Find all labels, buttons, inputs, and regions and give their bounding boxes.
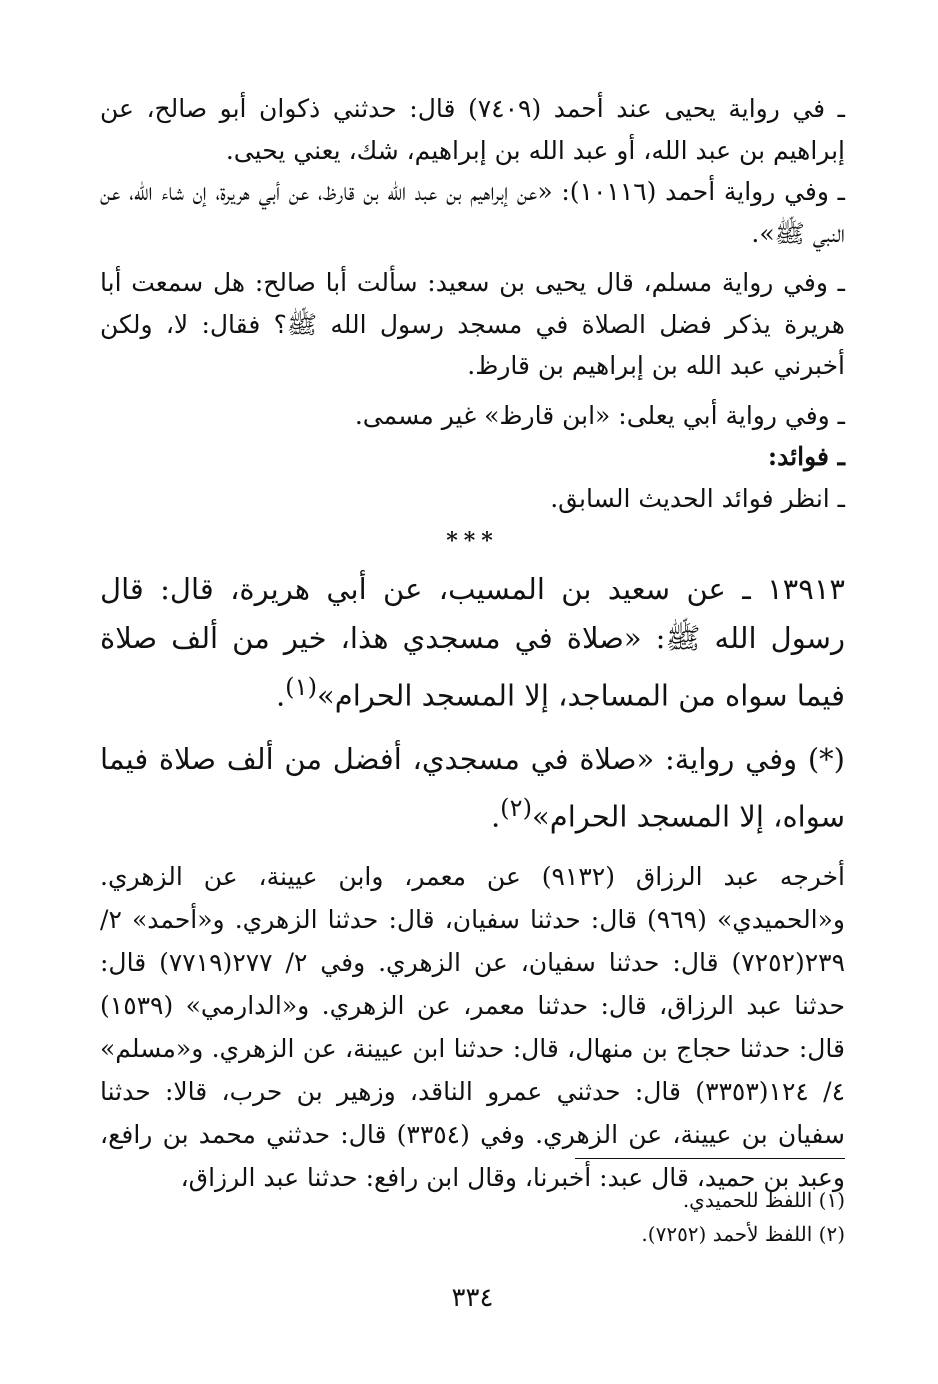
book-page <box>100 88 845 1338</box>
hadith-end: . <box>275 678 286 713</box>
takhrij-section <box>100 855 845 1199</box>
page-number: ٣٣٤ <box>451 1283 494 1313</box>
footnote-ref: (٢) <box>500 793 533 822</box>
fawaid-text: ـ انظر فوائد الحديث السابق. <box>550 483 845 513</box>
hadith-main: ١٣٩١٣ ـ عن سعيد بن المسيب، عن أبي هريرة، قال: قال رسول الله ﷺ: «صلاة في مسجدي هذا، خير من ألف صلاة فيما سواه من المساجد، إلا المسجد الحرام» <box>100 572 845 713</box>
hadith-variant <box>100 735 845 842</box>
hadith-text <box>100 565 845 721</box>
section-separator: *** <box>446 528 499 554</box>
footnote-divider <box>575 1158 845 1159</box>
note-paragraph: ـ وفي رواية أبي يعلى: «ابن قارظ» غير مسمى. <box>354 400 845 430</box>
footnote-item: (٢) اللفظ لأحمد (٧٢٥٢). <box>641 1222 845 1246</box>
note-paragraph: ـ في رواية يحيى عند أحمد (٧٤٠٩) قال: حدثني ذكوان أبو صالح، عن إبراهيم بن عبد الله، أو عبد الله بن إبراهيم، شك، يعني يحيى. <box>100 94 845 165</box>
footnote-ref: (١) <box>285 673 318 701</box>
hadith-section <box>100 565 845 841</box>
footnotes <box>100 1183 845 1251</box>
narration-notes <box>100 88 845 519</box>
fawaid-heading: ـ فوائد: <box>767 442 845 471</box>
variant-end: . <box>490 799 501 834</box>
note-paragraph: ـ وفي رواية أحمد (١٠١١٦): «عن إبراهيم بن عبد الله بن قارظ، عن أبي هريرة، إن شاء الله، عن النبي ﷺ». <box>100 177 845 248</box>
footnote-item: (١) اللفظ للحميدي. <box>682 1188 845 1212</box>
variant-main: (*) وفي رواية: «صلاة في مسجدي، أفضل من ألف صلاة فيما سواه، إلا المسجد الحرام» <box>100 741 845 834</box>
takhrij-text: أخرجه عبد الرزاق (٩١٣٢) عن معمر، وابن عيينة، عن الزهري. و«الحميدي» (٩٦٩) قال: حدثنا سفيان، قال: حدثنا الزهري. و«أحمد» ٢/ ٢٣٩(٧٢٥٢) قال: حدثنا سفيان، عن الزهري. وفي ٢/ ٢٧٧(٧٧١٩) قال: حدثنا عبد الرزاق، قال: حدثنا معمر، عن الزهري. و«الدارمي» (١٥٣٩) قال: حدثنا حجاج بن منهال، قال: حدثنا ابن عيينة، عن الزهري. و«مسلم» ٤/ ١٢٤(٣٣٥٣) قال: حدثني عمرو الناقد، وزهير بن حرب، قالا: حدثنا سفيان بن عيينة، عن الزهري. وفي (٣٣٥٤) قال: حدثني محمد بن رافع، وعبد بن حميد، قال عبد: أخبرنا، وقال ابن رافع: حدثنا عبد الرزاق، <box>100 862 846 1193</box>
note-paragraph: ـ وفي رواية مسلم، قال يحيى بن سعيد: سألت أبا صالح: هل سمعت أبا هريرة يذكر فضل الصلاة في مسجد رسول الله ﷺ؟ فقال: لا، ولكن أخبرني عبد الله بن إبراهيم بن قارظ. <box>100 268 845 380</box>
